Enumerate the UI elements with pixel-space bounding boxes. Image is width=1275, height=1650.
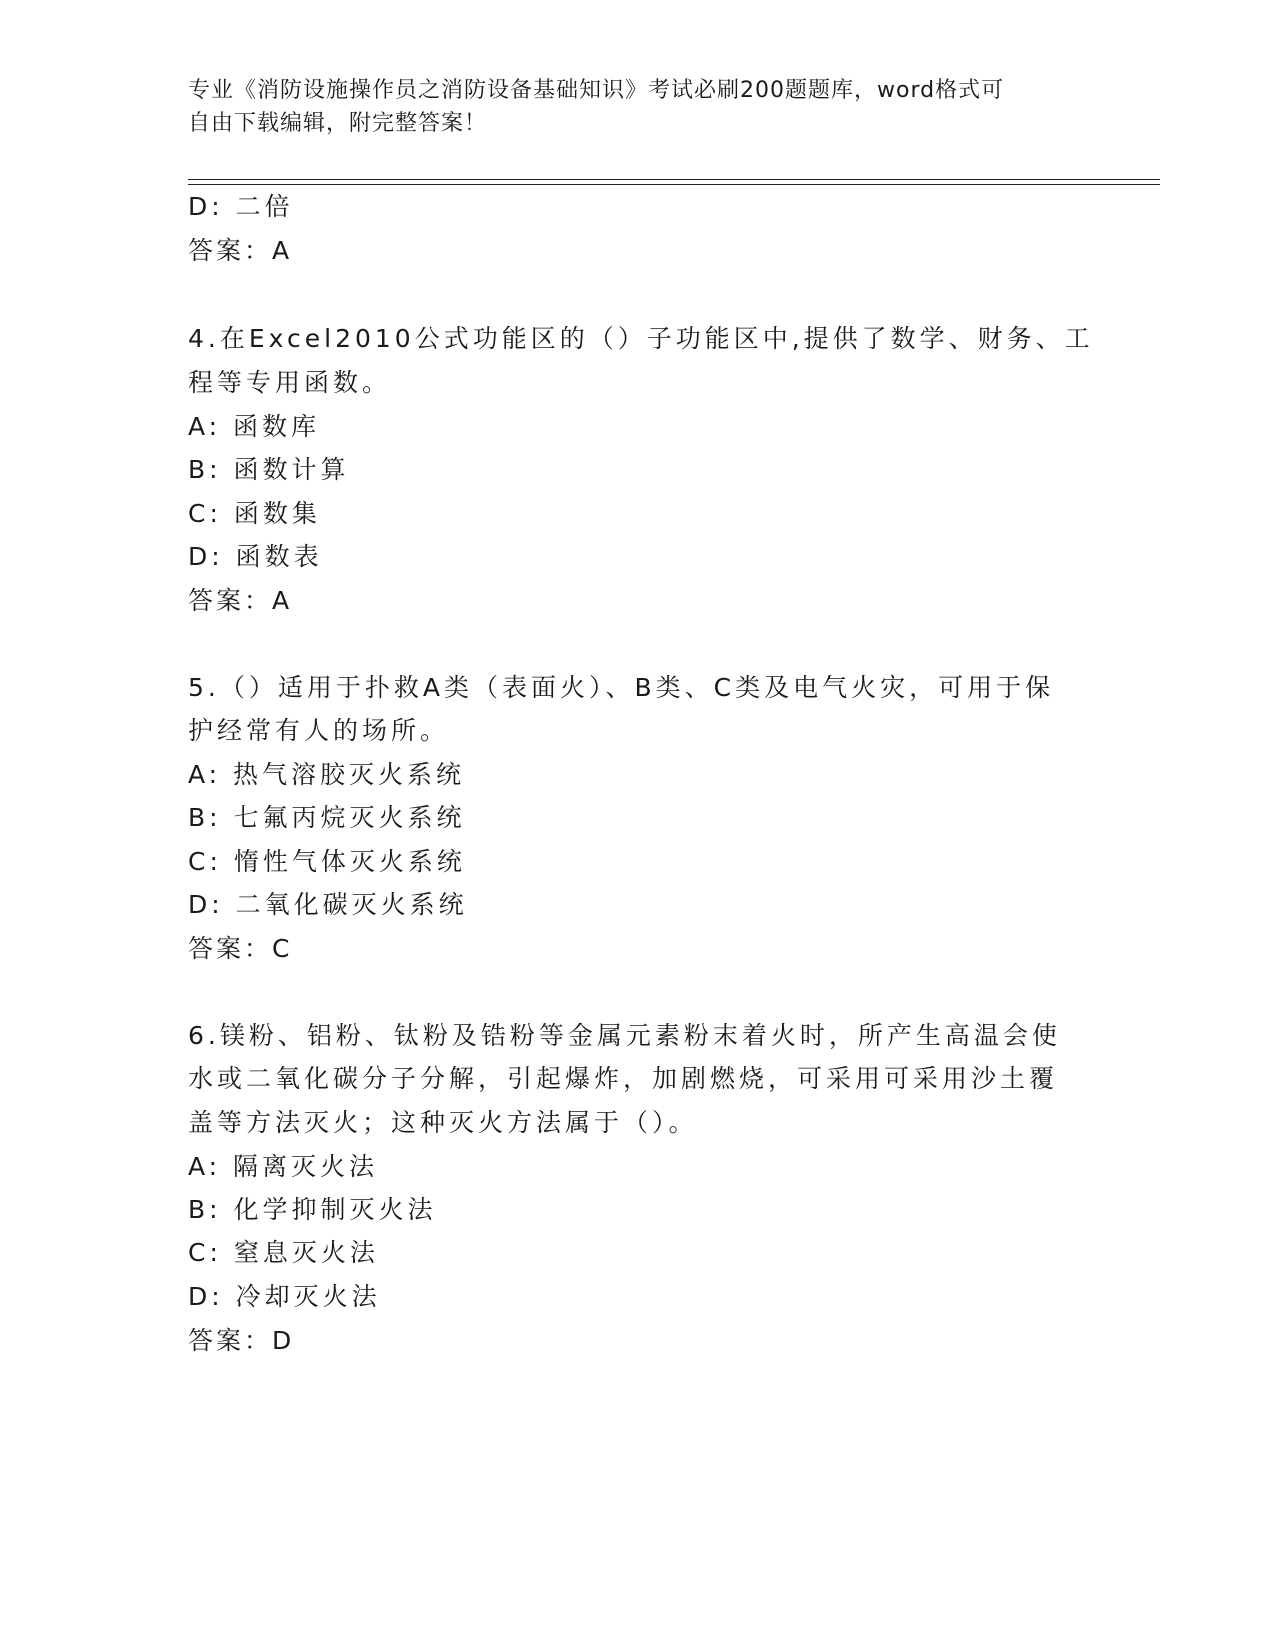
q6-stem-line-2: 水或二氧化碳分子分解，引起爆炸，加剧燃烧，可采用可采用沙土覆 <box>188 1064 1059 1093</box>
header-divider-bottom <box>188 184 1160 185</box>
q6-answer: 答案：D <box>188 1326 295 1355</box>
q6-option-b: B: 化学抑制灭火法 <box>188 1195 437 1224</box>
q4-option-c: C: 函数集 <box>188 499 321 528</box>
q4-option-b: B: 函数计算 <box>188 455 350 484</box>
header-divider-top <box>188 179 1160 180</box>
q5-stem-line-2: 护经常有人的场所。 <box>188 716 450 745</box>
q6-option-c: C: 窒息灭火法 <box>188 1238 379 1267</box>
q6-option-a: A: 隔离灭火法 <box>188 1152 379 1181</box>
q4-stem-line-1: 4.在Excel2010公式功能区的（）子功能区中,提供了数学、财务、工 <box>188 324 1094 353</box>
q3-option-d: D: 二倍 <box>188 192 294 221</box>
q4-answer: 答案：A <box>188 586 293 615</box>
q4-option-a: A: 函数库 <box>188 412 321 441</box>
q5-option-d: D: 二氧化碳灭火系统 <box>188 890 468 919</box>
q6-option-d: D: 冷却灭火法 <box>188 1282 381 1311</box>
q6-stem-line-3: 盖等方法灭火；这种灭火方法属于（）。 <box>188 1108 698 1137</box>
q5-option-a: A: 热气溶胶灭火系统 <box>188 760 466 789</box>
q4-stem-line-2: 程等专用函数。 <box>188 368 392 397</box>
header-title-line-1: 专业《消防设施操作员之消防设备基础知识》考试必刷200题题库，word格式可 <box>188 78 1005 103</box>
q5-option-b: B: 七氟丙烷灭火系统 <box>188 803 466 832</box>
q3-answer: 答案：A <box>188 236 293 265</box>
q5-option-c: C: 惰性气体灭火系统 <box>188 847 466 876</box>
header-title-line-2: 自由下载编辑，附完整答案！ <box>188 111 488 136</box>
q4-option-d: D: 函数表 <box>188 542 323 571</box>
document-header <box>188 74 1068 140</box>
q6-stem-line-1: 6.镁粉、铝粉、钛粉及锆粉等金属元素粉末着火时，所产生高温会使 <box>188 1021 1061 1050</box>
q5-answer: 答案：C <box>188 934 293 963</box>
q5-stem-line-1: 5.（）适用于扑救A类（表面火）、B类、C类及电气火灾，可用于保 <box>188 673 1055 702</box>
